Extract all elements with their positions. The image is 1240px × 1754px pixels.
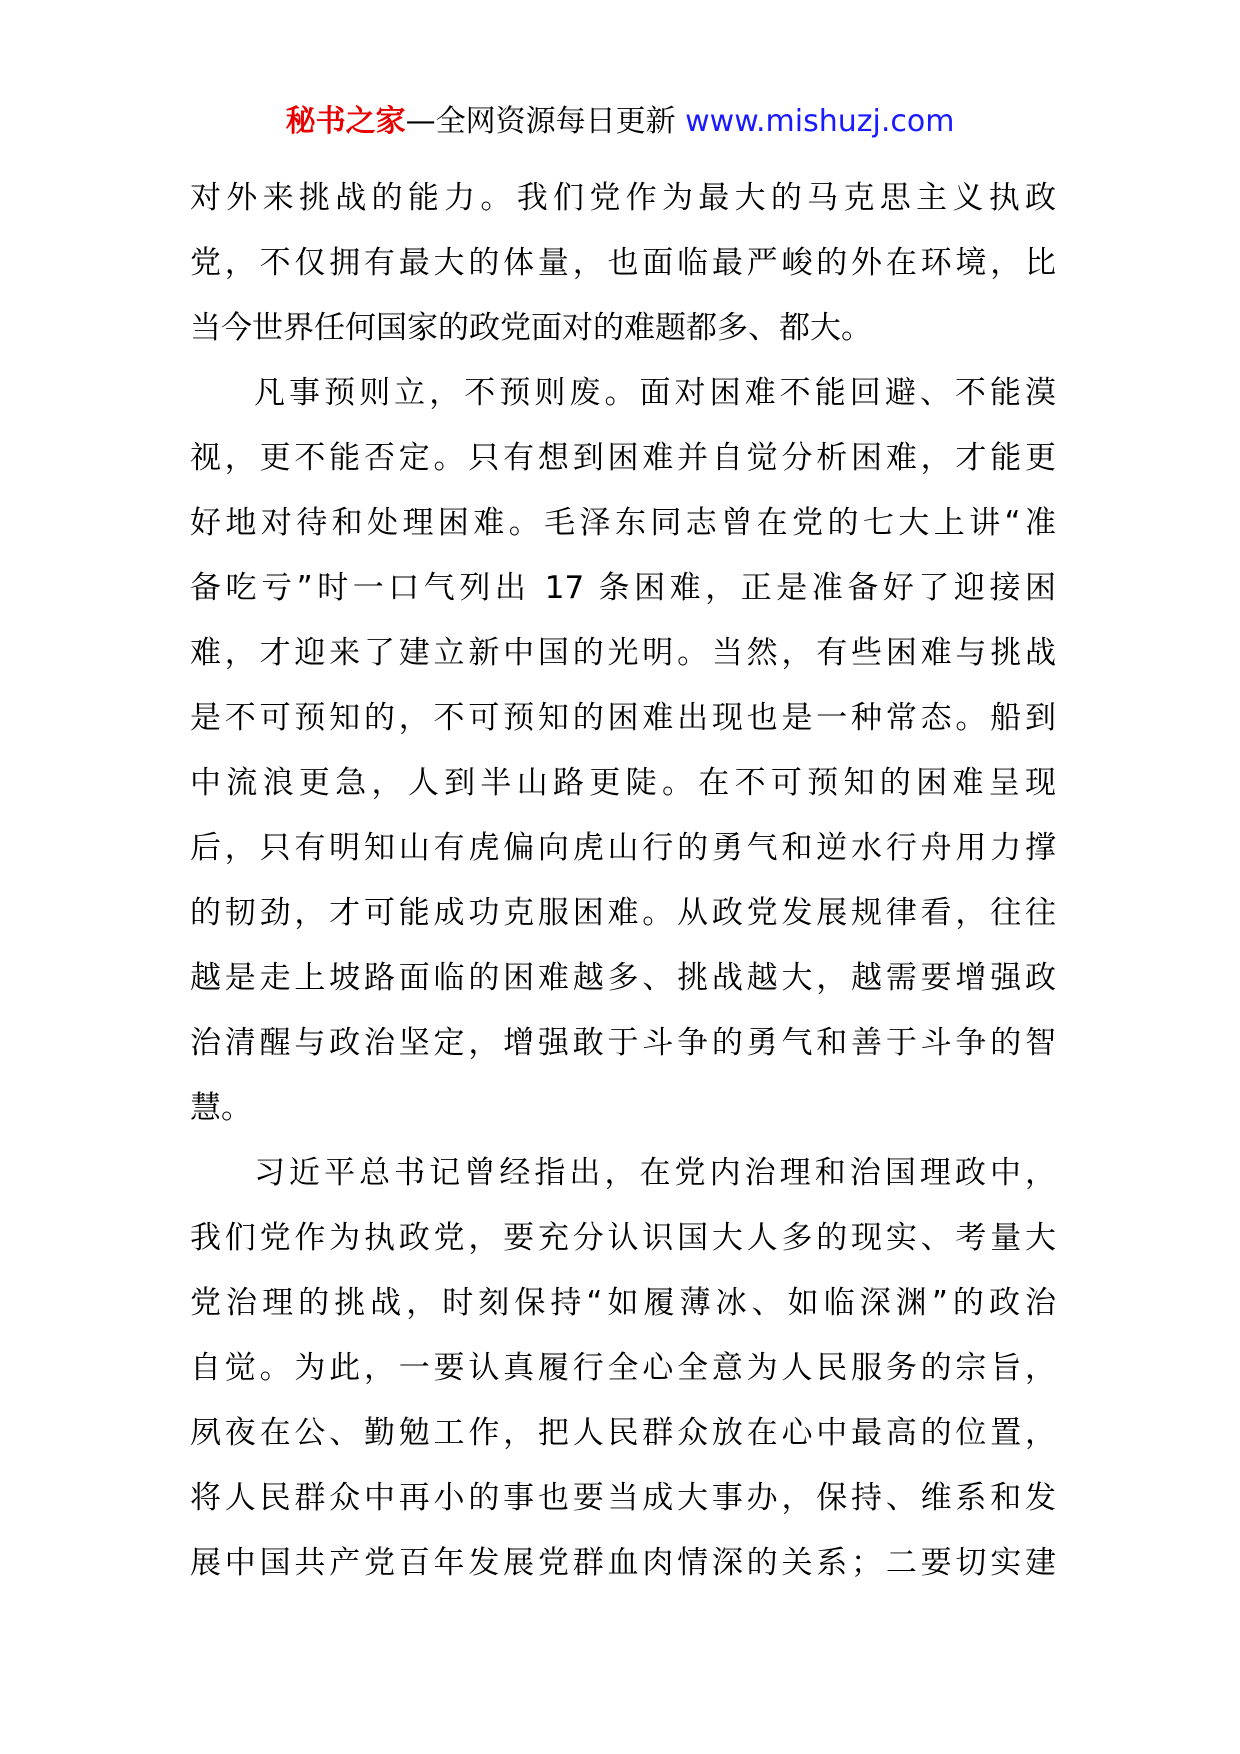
text-line: 备吃亏”时一口气列出 17 条困难，正是准备好了迎接困 xyxy=(190,570,1056,606)
text-line: 当今世界任何国家的政党面对的难题都多、都大。 xyxy=(190,310,872,346)
text-line: 治清醒与政治坚定，增强敢于斗争的勇气和善于斗争的智 xyxy=(190,1025,1056,1061)
site-url-link[interactable]: www.mishuzj.com xyxy=(685,104,955,139)
text-line: 后，只有明知山有虎偏向虎山行的勇气和逆水行舟用力撑 xyxy=(190,830,1056,866)
text-line: 将人民群众中再小的事也要当成大事办，保持、维系和发 xyxy=(190,1480,1056,1516)
text-line: 我们党作为执政党，要充分认识国大人多的现实、考量大 xyxy=(190,1220,1056,1256)
paragraph-first-line: 凡事预则立，不预则废。面对困难不能回避、不能漠 xyxy=(254,375,1056,411)
text-line: 党，不仅拥有最大的体量，也面临最严峻的外在环境，比 xyxy=(190,245,1056,281)
text-line: 展中国共产党百年发展党群血肉情深的关系；二要切实建 xyxy=(190,1545,1056,1581)
text-line: 是不可预知的，不可预知的困难出现也是一种常态。船到 xyxy=(190,700,1056,736)
text-line: 好地对待和处理困难。毛泽东同志曾在党的七大上讲“准 xyxy=(190,505,1056,541)
text-line: 的韧劲，才可能成功克服困难。从政党发展规律看，往往 xyxy=(190,895,1056,931)
page-header xyxy=(0,100,1240,144)
text-line: 党治理的挑战，时刻保持“如履薄冰、如临深渊”的政治 xyxy=(190,1285,1056,1321)
text-line: 自觉。为此，一要认真履行全心全意为人民服务的宗旨， xyxy=(190,1350,1056,1386)
text-line: 越是走上坡路面临的困难越多、挑战越大，越需要增强政 xyxy=(190,960,1056,996)
text-line: 慧。 xyxy=(190,1090,252,1126)
site-tagline: —全网资源每日更新 xyxy=(405,104,686,139)
text-line: 难，才迎来了建立新中国的光明。当然，有些困难与挑战 xyxy=(190,635,1056,671)
text-line: 视，更不能否定。只有想到困难并自觉分析困难，才能更 xyxy=(190,440,1056,476)
document-body xyxy=(190,166,1056,1596)
text-line: 夙夜在公、勤勉工作，把人民群众放在心中最高的位置， xyxy=(190,1415,1056,1451)
text-line: 中流浪更急，人到半山路更陡。在不可预知的困难呈现 xyxy=(190,765,1056,801)
text-line: 对外来挑战的能力。我们党作为最大的马克思主义执政 xyxy=(190,180,1056,216)
site-brand: 秘书之家 xyxy=(285,104,406,139)
paragraph-first-line: 习近平总书记曾经指出，在党内治理和治国理政中， xyxy=(254,1155,1056,1191)
